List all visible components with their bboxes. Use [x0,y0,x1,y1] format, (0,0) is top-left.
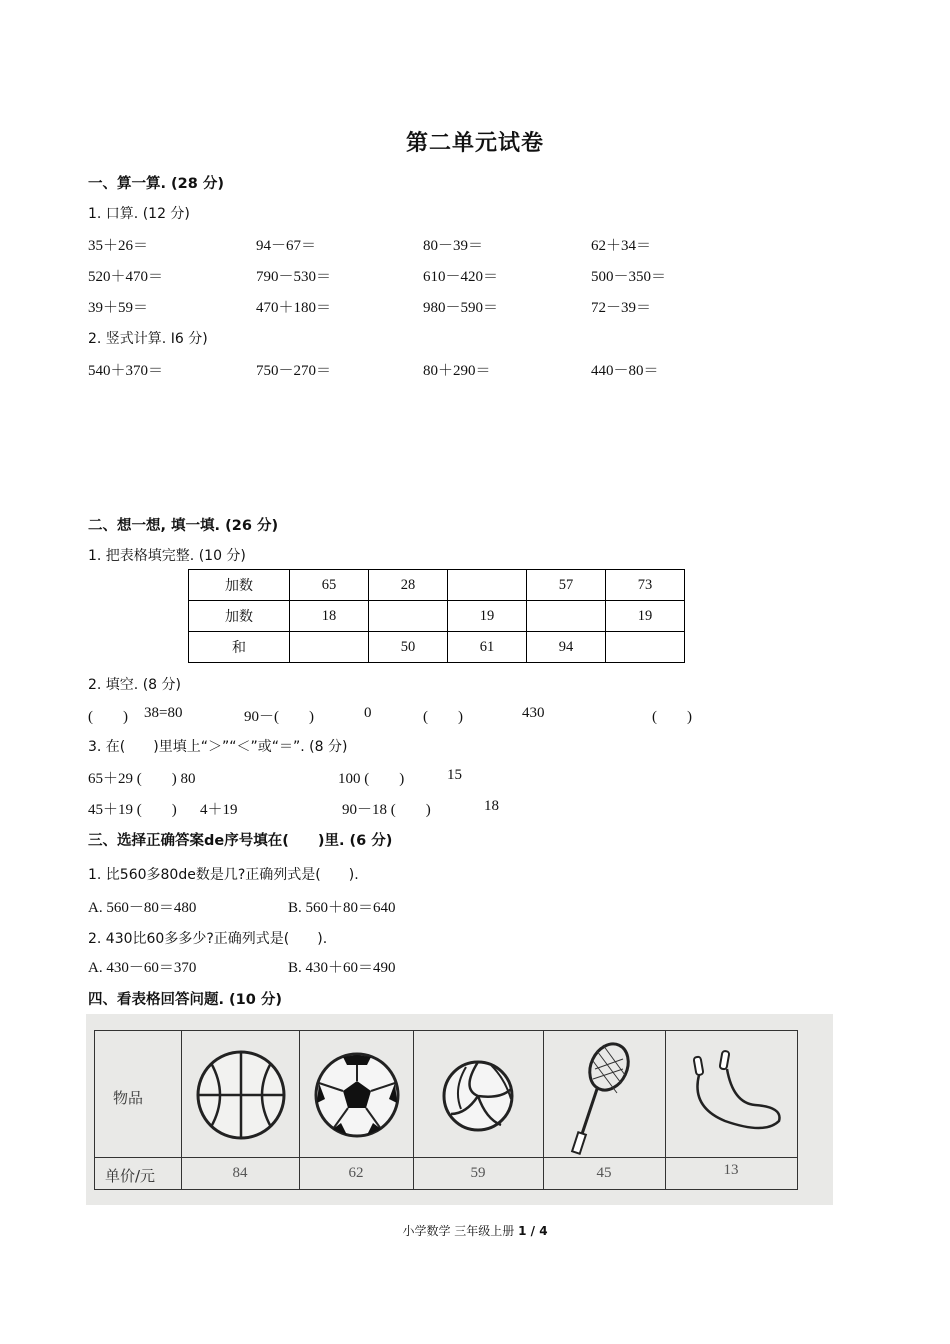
compare-item: 90－18 ( ) [342,802,431,818]
table-cell: 57 [527,570,606,601]
option-a: A. 430－60＝370 [88,960,197,976]
table-cell: 94 [527,632,606,663]
page-footer [0,1222,950,1239]
table-row [189,570,685,601]
table-cell: 18 [290,601,369,632]
oral-item: 610－420＝ [423,269,499,285]
compare-item: 65＋29 ( ) 80 [88,771,196,787]
fill-text: 430 [522,705,545,721]
volleyball-icon [441,1059,515,1133]
section-2-heading: 二、想一想, 填一填. (26 分) [88,518,279,534]
vertical-item: 440－80＝ [591,363,659,379]
oral-item: 470＋180＝ [256,300,332,316]
question-1-2: 2. 竖式计算. I6 分) [88,331,208,347]
compare-item: 15 [447,767,462,783]
section-1-heading: 一、算一算. (28 分) [88,176,225,192]
table-cell: 加数 [189,601,290,632]
price-basketball: 84 [232,1165,248,1181]
price-rope: 13 [723,1162,739,1178]
option-b: B. 560＋80＝640 [288,900,396,916]
footer-text: 小学数学 三年级上册 [402,1224,515,1238]
compare-item: 100 ( ) [338,771,405,787]
question-2-1: 1. 把表格填完整. (10 分) [88,548,246,564]
section-3-heading: 三、选择正确答案de序号填在( )里. (6 分) [88,833,393,849]
basketball-icon [195,1049,287,1141]
jump-rope-icon [685,1047,785,1147]
oral-item: 790－530＝ [256,269,332,285]
row-label-price: 单价/元 [105,1167,156,1185]
table-cell [448,570,527,601]
table-cell: 61 [448,632,527,663]
compare-item: 4＋19 [200,802,238,818]
blank: ( ) [88,709,128,725]
oral-item: 520＋470＝ [88,269,164,285]
table-cell [369,601,448,632]
table-cell: 加数 [189,570,290,601]
table-cell [290,632,369,663]
table-cell: 50 [369,632,448,663]
soccer-ball-icon [313,1051,401,1139]
fill-text: 0 [364,705,372,721]
table-row [189,601,685,632]
oral-item: 39＋59＝ [88,300,149,316]
vertical-item: 750－270＝ [256,363,332,379]
page-number: 1 / 4 [518,1224,548,1238]
page-title: 第二单元试卷 [405,131,544,156]
option-a: A. 560－80＝480 [88,900,197,916]
blank: ( ) [652,709,692,725]
oral-item: 500－350＝ [591,269,667,285]
table-cell: 28 [369,570,448,601]
addition-table [188,569,685,663]
price-table [94,1030,798,1190]
price-volleyball: 59 [470,1165,486,1181]
oral-item: 80－39＝ [423,238,484,254]
option-b: B. 430＋60＝490 [288,960,396,976]
oral-item: 35＋26＝ [88,238,149,254]
oral-item: 94－67＝ [256,238,317,254]
vertical-item: 540＋370＝ [88,363,164,379]
table-cell: 和 [189,632,290,663]
table-cell [527,601,606,632]
question-2-3: 3. 在( )里填上“＞”“＜”或“＝”. (8 分) [88,739,348,755]
row-label-items: 物品 [113,1089,144,1107]
compare-item: 18 [484,798,499,814]
table-cell: 73 [606,570,685,601]
section-4-heading: 四、看表格回答问题. (10 分) [88,992,283,1008]
question-3-1: 1. 比560多80de数是几?正确列式是( ). [88,867,359,883]
oral-item: 980－590＝ [423,300,499,316]
oral-item: 62＋34＝ [591,238,652,254]
price-racket: 45 [596,1165,612,1181]
blank: ( ) [423,709,463,725]
table-cell: 19 [448,601,527,632]
badminton-racket-icon [565,1039,635,1157]
oral-item: 72－39＝ [591,300,652,316]
table-cell: 65 [290,570,369,601]
compare-item: 45＋19 ( ) [88,802,177,818]
price-table-photo [86,1014,833,1205]
question-1-1: 1. 口算. (12 分) [88,206,190,222]
table-row [189,632,685,663]
price-soccer: 62 [348,1165,364,1181]
table-cell: 19 [606,601,685,632]
question-2-2: 2. 填空. (8 分) [88,677,181,693]
table-cell [606,632,685,663]
fill-text: 90－( ) [244,709,314,725]
question-3-2: 2. 430比60多多少?正确列式是( ). [88,931,328,947]
fill-text: 38=80 [144,705,183,721]
vertical-item: 80＋290＝ [423,363,491,379]
